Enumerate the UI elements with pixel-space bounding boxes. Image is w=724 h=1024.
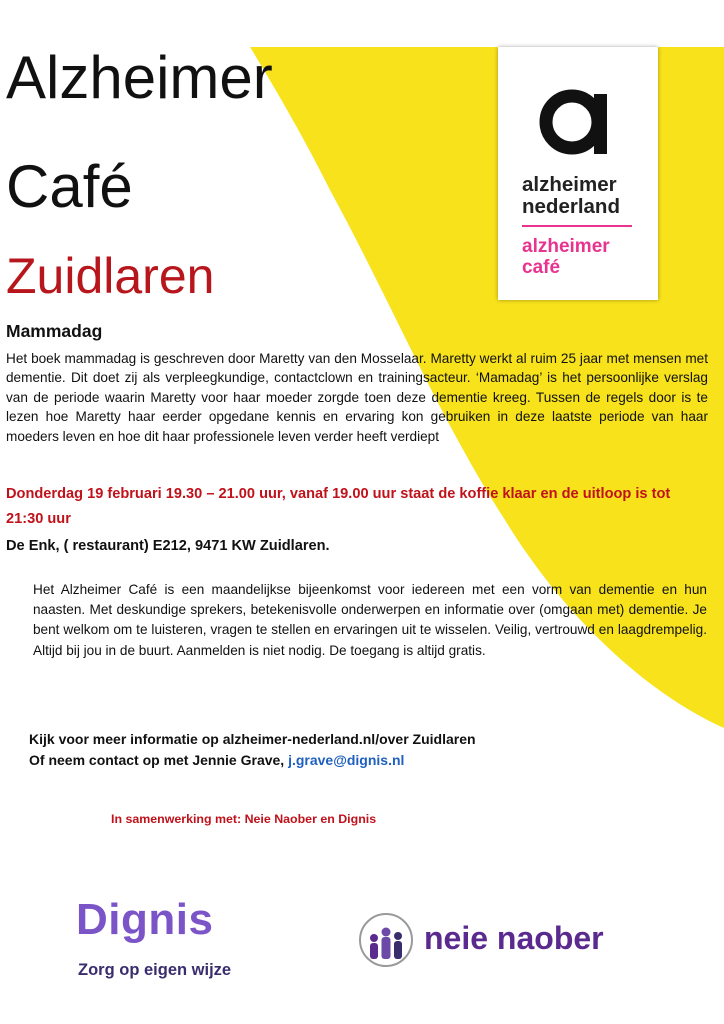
cooperation-note: In samenwerking met: Neie Naober en Dignis [111, 812, 377, 826]
dignis-logo [76, 895, 251, 990]
logo-divider [522, 225, 632, 227]
neie-naober-logo [358, 912, 638, 968]
logo-text-cafe: café [522, 257, 561, 278]
email-link[interactable]: j.grave@dignis.nl [288, 752, 405, 768]
dignis-tagline: Zorg op eigen wijze [78, 961, 232, 979]
event-date-time: Donderdag 19 februari 19.30 – 21.00 uur, vanaf 19.00 uur staat de koffie klaar en de uitloop is tot 21:30 uur [6, 486, 671, 527]
more-info-line: Kijk voor meer informatie op alzheimer-nederland.nl/over Zuidlaren [29, 731, 476, 747]
people-circle-icon [358, 912, 414, 968]
section-heading: Mammadag [6, 321, 103, 341]
logo-text-nederland: nederland [522, 195, 620, 218]
logo-text-alzheimer: alzheimer [522, 173, 617, 196]
alzheimer-nederland-logo [498, 47, 658, 300]
contact-prefix: Of neem contact op met Jennie Grave, [29, 752, 289, 768]
title-alzheimer: Alzheimer [6, 44, 273, 111]
event-location: De Enk, ( restaurant) E212, 9471 KW Zuidlaren. [6, 538, 330, 554]
alzheimer-a-logo-icon [538, 80, 614, 160]
logo-text-alzheimer-pink: alzheimer [522, 236, 610, 257]
title-cafe: Café [6, 153, 133, 220]
neie-naober-wordmark: neie naober [424, 920, 604, 956]
title-location: Zuidlaren [6, 248, 215, 304]
cafe-description: Het Alzheimer Café is een maandelijkse bijeenkomst voor iedereen met een vorm van dementie en hun naasten. Met deskundige sprekers, betekenisvolle onderwerpen en informatie over (omgaan met) dementie. Je bent welkom om te luisteren, vragen te stellen en ervaringen uit te wisselen. Veilig, vertrouwd en laagdrempelig. Altijd bij jou in de buurt. Aanmelden is niet nodig. De toegang is altijd gratis. [33, 582, 707, 658]
contact-line [29, 752, 404, 768]
book-description: Het boek mammadag is geschreven door Maretty van den Mosselaar. Maretty werkt al ruim 25 jaar met mensen met dementie. Dit doet zij als verpleegkundige, contactclown en trainingsacteur. ‘Mamadag’ is het persoonlijke verslag van de periode waarin Maretty voor haar moeder zorgde toen deze dementie kreeg. Tussen de regels door is te lezen hoe Maretty haar eerder opgedane kennis en ervaring kon gebruiken in deze laatste periode van haar moeders leven en hoe dit haar professionele leven verder heeft verdiept [6, 351, 708, 444]
dignis-wordmark: Dignis [76, 895, 214, 944]
